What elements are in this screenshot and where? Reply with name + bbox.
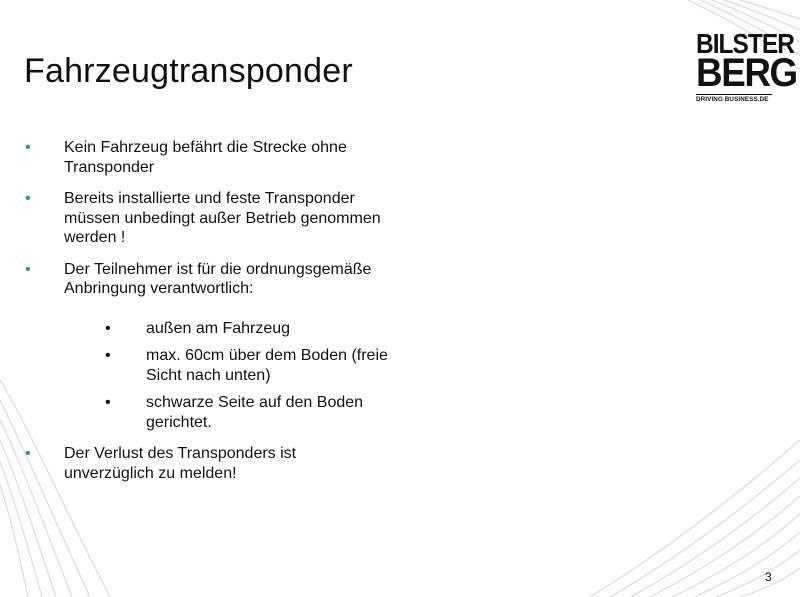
bilster-berg-logo (696, 28, 797, 104)
bullet-item (0, 138, 384, 177)
bullet-marker: • (25, 190, 31, 207)
bullet-text: Der Verlust des Transponders ist unverzüglich zu melden! (64, 445, 297, 482)
bullet-item (0, 444, 384, 483)
bullet-item (0, 189, 384, 248)
bullet-item (0, 260, 388, 433)
bullet-marker: • (25, 260, 31, 278)
page-number: 3 (765, 570, 772, 584)
logo-text-line2: BERG (696, 51, 797, 95)
sub-bullet-item (64, 319, 396, 339)
logo-text-line1: BILSTER (696, 28, 794, 60)
bullet-marker: • (25, 139, 31, 156)
bullet-text: Der Teilnehmer ist für die ordnungsgemäße Anbringung verantwortlich: (64, 260, 372, 297)
slide-title: Fahrzeugtransponder (24, 52, 353, 90)
sub-bullet-marker: • (105, 319, 111, 337)
sub-bullet-item (64, 393, 396, 432)
bullet-text: Kein Fahrzeug befährt die Strecke ohne Transponder (64, 139, 347, 176)
sub-bullet-marker: • (105, 394, 111, 411)
sub-bullet-text: max. 60cm über dem Boden (freie Sicht nach unten) (146, 347, 388, 384)
logo-tagline: DRIVING BUSINESS.DE (696, 94, 772, 103)
sub-bullet-item (64, 346, 396, 385)
sub-bullet-text: außen am Fahrzeug (146, 319, 291, 337)
sub-bullet-list (64, 319, 388, 433)
bullet-list (0, 138, 420, 483)
bullet-marker: • (25, 445, 31, 462)
sub-bullet-marker: • (105, 347, 111, 364)
sub-bullet-text: schwarze Seite auf den Boden gerichtet. (146, 394, 364, 431)
slide-content (0, 138, 420, 495)
bullet-text: Bereits installierte und feste Transponder müssen unbedingt außer Betrieb genommen werden ! (64, 190, 381, 246)
